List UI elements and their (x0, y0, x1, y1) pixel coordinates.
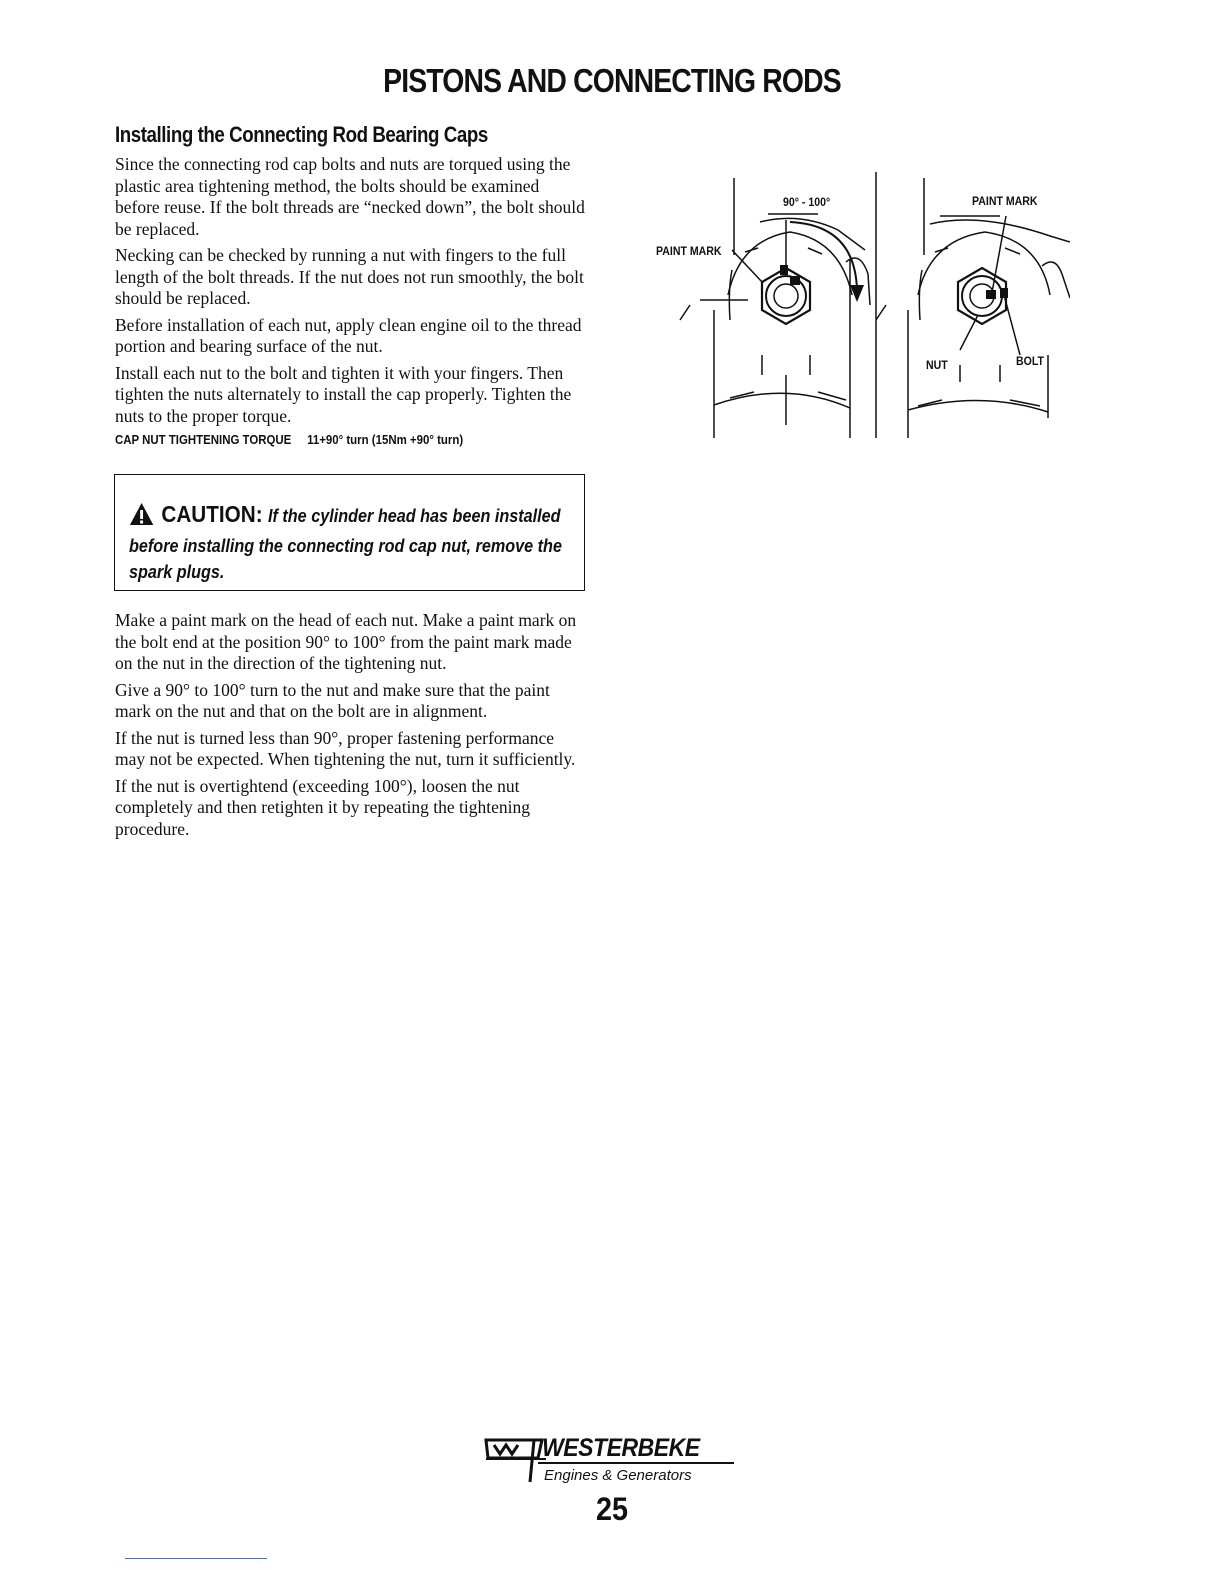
torque-spec (115, 432, 529, 447)
procedure-paragraph: If the nut is overtightend (exceeding 100°), loosen the nut completely and then retighten it by repeating the tightening procedure. (115, 775, 531, 839)
procedure-paragraph: Give a 90° to 100° turn to the nut and make sure that the paint mark on the nut and that on the bolt are in alignment. (115, 679, 550, 721)
left-paint-mark-label: PAINT MARK (656, 244, 722, 258)
nut-bolt-illustration (650, 170, 1070, 445)
intro-text-column (115, 154, 585, 447)
torque-spec-label: CAP NUT TIGHTENING TORQUE (115, 432, 292, 447)
caution-text-block (129, 501, 570, 585)
footer-rule (125, 1558, 267, 1559)
angle-label: 90° - 100° (783, 195, 831, 209)
warning-triangle-icon (129, 502, 154, 533)
procedure-paragraph: Make a paint mark on the head of each nut. Make a paint mark on the bolt end at the position 90° to 100° from the paint mark made on the nut in the direction of the tightening nut. (115, 610, 577, 673)
caution-box (114, 474, 585, 591)
intro-paragraph: Necking can be checked by running a nut with fingers to the full length of the bolt threads. If the nut does not run smoothly, the bolt should be replaced. (115, 245, 584, 308)
intro-paragraph: Install each nut to the bolt and tighten it with your fingers. Then tighten the nuts alternately to install the cap properly. Tighten the nuts to the proper torque. (115, 362, 572, 426)
nut-bolt-diagram (650, 170, 1070, 445)
torque-spec-value: 11+90° turn (15Nm +90° turn) (307, 432, 464, 447)
section-heading: Installing the Connecting Rod Bearing Caps (115, 122, 488, 147)
westerbeke-w-logo-icon (482, 1436, 546, 1491)
caution-message: If the cylinder head has been installed before installing the connecting rod cap nut, remove the spark plugs. (129, 506, 562, 582)
right-paint-mark-label: PAINT MARK (972, 194, 1038, 208)
procedure-paragraph: If the nut is turned less than 90°, proper fastening performance may not be expected. When tightening the nut, turn it sufficiently. (115, 727, 576, 769)
intro-paragraph: Since the connecting rod cap bolts and nuts are torqued using the plastic area tightening method, the bolts should be examined before reuse. If the bolt threads are “necked down”, the bolt should be replaced. (115, 154, 585, 239)
brand-name: WESTERBEKE (542, 1434, 700, 1462)
page-number: 25 (595, 1491, 629, 1527)
nut-label: NUT (926, 358, 948, 372)
intro-paragraph: Before installation of each nut, apply clean engine oil to the thread portion and bearing surface of the nut. (115, 314, 582, 356)
caution-label: CAUTION: (161, 501, 263, 527)
page-title: PISTONS AND CONNECTING RODS (383, 62, 841, 99)
procedure-text-column (115, 610, 585, 845)
bolt-label: BOLT (1016, 354, 1044, 368)
brand-tagline: Engines & Generators (544, 1467, 692, 1484)
brand-underline (538, 1462, 734, 1464)
